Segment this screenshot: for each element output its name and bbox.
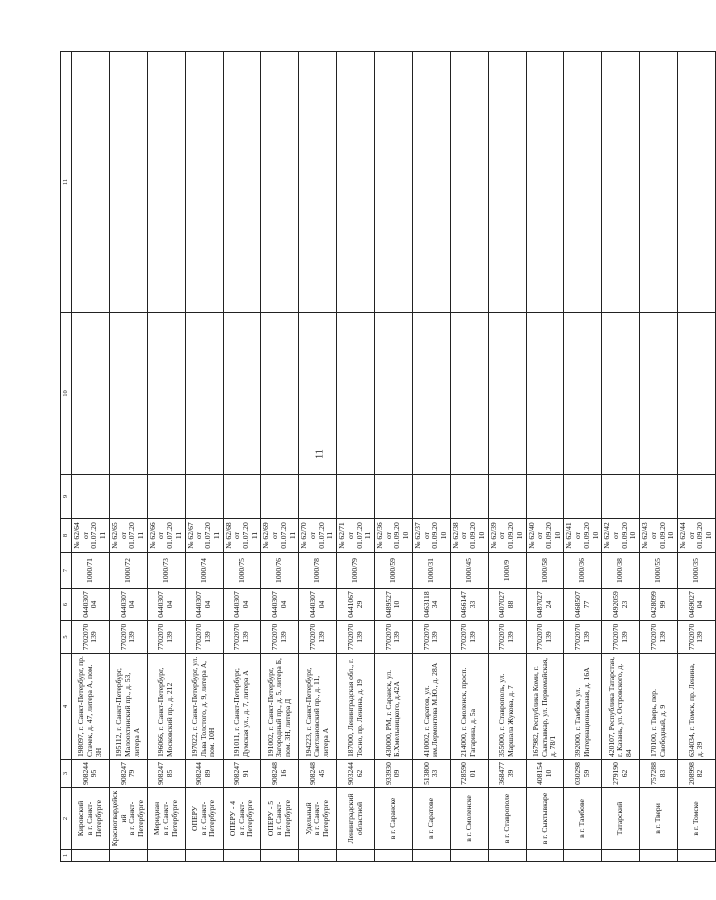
row-index-cell <box>488 850 526 862</box>
okpo-cell: 40815410 <box>526 760 564 788</box>
inn-cell: 7702070139 <box>564 621 602 654</box>
column-header: 10 <box>61 313 72 475</box>
empty-cell <box>678 52 716 313</box>
code-cell: 1000/36 <box>564 553 602 589</box>
code-cell: 1000/35 <box>678 553 716 589</box>
empty-cell <box>337 313 375 475</box>
okpo-cell: 93393009 <box>375 760 413 788</box>
inn-cell: 7702070139 <box>147 621 185 654</box>
empty-cell <box>526 52 564 313</box>
okpo-cell: 90824791 <box>223 760 261 788</box>
row-index-cell <box>602 850 640 862</box>
empty-cell <box>526 313 564 475</box>
okpo-cell: 90824845 <box>299 760 337 788</box>
row-index-cell <box>640 850 678 862</box>
document-cell: № 62/40 от 01.09.2010 <box>526 519 564 553</box>
address-cell: 430000, РМ, г. Саранск, ул. Б.Хмельницкого, д.42А <box>375 654 413 760</box>
bik-cell: 044030704 <box>261 589 299 621</box>
table-row <box>526 52 564 862</box>
column-header: 7 <box>61 553 72 589</box>
branch-name-cell: Татарский <box>602 788 640 850</box>
document-cell: № 62/67 от 01.07.2011 <box>185 519 223 553</box>
branch-name-cell: ОПЕРУ - 4 в г. Санкт-Петербурге <box>223 788 261 850</box>
code-cell: 1000/78 <box>299 553 337 589</box>
branch-name-cell: в г. Смоленске <box>450 788 488 850</box>
empty-cell <box>261 52 299 313</box>
address-cell: 187000, Ленинградская обл., г. Тосно, пр. Ленина, д. 19 <box>337 654 375 760</box>
document-cell: № 62/70 от 01.07.2011 <box>299 519 337 553</box>
inn-cell: 7702070139 <box>299 621 337 654</box>
table-row <box>375 52 413 862</box>
address-cell: 355000, г. Ставрополь, ул. Маршала Жукова, д. 7 <box>488 654 526 760</box>
okpo-cell: 51380033 <box>412 760 450 788</box>
empty-cell <box>261 475 299 519</box>
empty-cell <box>375 313 413 475</box>
okpo-cell: 72859001 <box>450 760 488 788</box>
inn-cell: 7702070139 <box>602 621 640 654</box>
branch-name-cell: ОПЕРУ - 5 в г. Санкт-Петербурге <box>261 788 299 850</box>
empty-cell <box>678 475 716 519</box>
empty-cell <box>185 313 223 475</box>
inn-cell: 7702070139 <box>412 621 450 654</box>
address-cell: 196066, г. Санкт-Петербург, Московский пр., д. 212 <box>147 654 185 760</box>
empty-cell <box>375 475 413 519</box>
empty-cell <box>109 313 147 475</box>
empty-cell <box>564 475 602 519</box>
branch-name-cell: Меридиан в г. Санкт-Петербурге <box>147 788 185 850</box>
address-cell: 195112, г. Санкт-Петербург, Малоохтинский пр., д. 53, литера А <box>109 654 147 760</box>
code-cell: 1000/31 <box>412 553 450 589</box>
empty-cell <box>678 313 716 475</box>
code-cell: 1000/74 <box>185 553 223 589</box>
table-row <box>185 52 223 862</box>
document-cell: № 62/65 от 01.07.2011 <box>109 519 147 553</box>
empty-cell <box>640 313 678 475</box>
branch-name-cell: в г. Твери <box>640 788 678 850</box>
okpo-cell: 90824779 <box>109 760 147 788</box>
empty-cell <box>147 313 185 475</box>
bik-cell: 044030704 <box>109 589 147 621</box>
branch-name-cell: в г. Сыктывкаре <box>526 788 564 850</box>
empty-cell <box>375 52 413 313</box>
okpo-cell: 03029859 <box>564 760 602 788</box>
empty-cell <box>602 313 640 475</box>
row-index-cell <box>450 850 488 862</box>
inn-cell: 7702070139 <box>375 621 413 654</box>
document-cell: № 62/41 от 01.09.2010 <box>564 519 602 553</box>
empty-cell <box>299 313 337 475</box>
branch-name-cell: в г. Саранске <box>375 788 413 850</box>
inn-cell: 7702070139 <box>261 621 299 654</box>
table-row <box>72 52 110 862</box>
empty-cell <box>450 475 488 519</box>
empty-cell <box>185 475 223 519</box>
document-cell: № 62/64 от 01.07.2011 <box>72 519 110 553</box>
empty-cell <box>337 52 375 313</box>
empty-cell <box>72 475 110 519</box>
code-cell: 1000/73 <box>147 553 185 589</box>
empty-cell <box>72 52 110 313</box>
row-index-cell <box>261 850 299 862</box>
table-row <box>109 52 147 862</box>
document-cell: № 62/37 от 01.09.2010 <box>412 519 450 553</box>
code-cell: 1000/9 <box>488 553 526 589</box>
okpo-cell: 90824489 <box>185 760 223 788</box>
branch-name-cell: ОПЕРУ в г. Санкт-Петербурге <box>185 788 223 850</box>
empty-cell <box>412 313 450 475</box>
code-cell: 1000/55 <box>640 553 678 589</box>
bik-cell: 040702788 <box>488 589 526 621</box>
table-row <box>564 52 602 862</box>
inn-cell: 7702070139 <box>72 621 110 654</box>
code-cell: 1000/71 <box>72 553 110 589</box>
row-index-cell <box>564 850 602 862</box>
code-cell: 1000/59 <box>375 553 413 589</box>
table-row <box>488 52 526 862</box>
empty-cell <box>412 475 450 519</box>
branch-name-cell: Удельный в г. Санкт-Петербурге <box>299 788 337 850</box>
inn-cell: 7702070139 <box>185 621 223 654</box>
column-header: 11 <box>61 52 72 313</box>
row-index-cell <box>526 850 564 862</box>
document-cell: № 62/39 от 01.09.2010 <box>488 519 526 553</box>
address-cell: 170100, г. Тверь, пер. Свободный, д. 9 <box>640 654 678 760</box>
row-index-cell <box>299 850 337 862</box>
okpo-cell: 27919062 <box>602 760 640 788</box>
table-row <box>412 52 450 862</box>
inn-cell: 7702070139 <box>109 621 147 654</box>
bik-cell: 044030704 <box>72 589 110 621</box>
row-index-cell <box>147 850 185 862</box>
column-header: 4 <box>61 654 72 760</box>
branch-name-cell: Красногвардейский в г. Санкт-Петербурге <box>109 788 147 850</box>
column-header: 5 <box>61 621 72 654</box>
table-row <box>602 52 640 862</box>
inn-cell: 7702070139 <box>337 621 375 654</box>
empty-cell <box>488 52 526 313</box>
document-cell: № 62/44 от 01.09.2010 <box>678 519 716 553</box>
empty-cell <box>147 475 185 519</box>
empty-cell <box>412 52 450 313</box>
okpo-cell: 90824495 <box>72 760 110 788</box>
empty-cell <box>526 475 564 519</box>
table-row <box>678 52 716 862</box>
row-index-cell <box>185 850 223 862</box>
empty-cell <box>109 52 147 313</box>
empty-cell <box>488 475 526 519</box>
bik-cell: 046902704 <box>678 589 716 621</box>
branch-name-cell: Кировский в г. Санкт-Петербурге <box>72 788 110 850</box>
code-cell: 1000/79 <box>337 553 375 589</box>
code-cell: 1000/76 <box>261 553 299 589</box>
empty-cell <box>109 475 147 519</box>
empty-cell <box>223 52 261 313</box>
row-index-cell <box>337 850 375 862</box>
document-cell: № 62/42 от 01.09.2010 <box>602 519 640 553</box>
empty-cell <box>602 475 640 519</box>
address-cell: 410002, г. Саратов, ул. им.Лермонтова М.Ю., д. 28А <box>412 654 450 760</box>
bik-cell: 046614733 <box>450 589 488 621</box>
bik-cell: 044030704 <box>299 589 337 621</box>
empty-cell <box>564 313 602 475</box>
empty-cell <box>299 475 337 519</box>
inn-cell: 7702070139 <box>488 621 526 654</box>
address-cell: 214000, г. Смоленск, просп. Гагарина, д. 5а <box>450 654 488 760</box>
inn-cell: 7702070139 <box>450 621 488 654</box>
address-cell: 167982, Республика Коми, г. Сыктывкар, ул. Первомайская, д. 78/1 <box>526 654 564 760</box>
row-index-cell <box>412 850 450 862</box>
bik-cell: 042809999 <box>640 589 678 621</box>
okpo-cell: 36847739 <box>488 760 526 788</box>
table-row <box>450 52 488 862</box>
empty-cell <box>602 52 640 313</box>
column-header: 1 <box>61 850 72 862</box>
inn-cell: 7702070139 <box>526 621 564 654</box>
inn-cell: 7702070139 <box>640 621 678 654</box>
column-header: 6 <box>61 589 72 621</box>
branch-name-cell: Ленинградский областной <box>337 788 375 850</box>
empty-cell <box>299 52 337 313</box>
empty-cell <box>185 52 223 313</box>
code-cell: 1000/58 <box>526 553 564 589</box>
column-header: 9 <box>61 475 72 519</box>
okpo-cell: 90824816 <box>261 760 299 788</box>
inn-cell: 7702070139 <box>678 621 716 654</box>
okpo-cell: 90324462 <box>337 760 375 788</box>
address-cell: 191011, г. Санкт-Петербург, Думская ул., д. 7, литера А <box>223 654 261 760</box>
bik-cell: 044106729 <box>337 589 375 621</box>
branch-table <box>60 51 716 862</box>
empty-cell <box>337 475 375 519</box>
empty-cell <box>72 313 110 475</box>
bik-cell: 049205923 <box>602 589 640 621</box>
bik-cell: 048702724 <box>526 589 564 621</box>
page-number: 11 <box>314 449 326 459</box>
okpo-cell: 75728883 <box>640 760 678 788</box>
table-row <box>147 52 185 862</box>
empty-cell <box>564 52 602 313</box>
row-index-cell <box>109 850 147 862</box>
rotated-table-container <box>60 52 714 862</box>
address-cell: 420107, Республика Татарстан, г. Казань, ул. Островского, д. 84 <box>602 654 640 760</box>
document-cell: № 62/69 от 01.07.2011 <box>261 519 299 553</box>
address-cell: 197022, г. Санкт-Петербург, ул. Льва Толстого, д. 9, литера А, пом. 10Н <box>185 654 223 760</box>
column-header: 2 <box>61 788 72 850</box>
empty-cell <box>223 475 261 519</box>
document-cell: № 62/43 от 01.09.2010 <box>640 519 678 553</box>
branch-name-cell: в г. Томске <box>678 788 716 850</box>
document-cell: № 62/38 от 01.09.2010 <box>450 519 488 553</box>
document-cell: № 62/36 от 01.09.2010 <box>375 519 413 553</box>
bik-cell: 048952710 <box>375 589 413 621</box>
column-header: 8 <box>61 519 72 553</box>
bik-cell: 044030704 <box>147 589 185 621</box>
branch-name-cell: в г. Саратове <box>412 788 450 850</box>
table-row <box>299 52 337 862</box>
header-row <box>61 52 72 862</box>
bik-cell: 044030704 <box>223 589 261 621</box>
address-cell: 198097, г. Санкт-Петербург, пр. Стачек, д. 47, литера А, пом. 3Н <box>72 654 110 760</box>
row-index-cell <box>678 850 716 862</box>
table-row <box>261 52 299 862</box>
column-header: 3 <box>61 760 72 788</box>
code-cell: 1000/38 <box>602 553 640 589</box>
empty-cell <box>488 313 526 475</box>
address-cell: 392000, г. Тамбов, ул. Интернациональная, д. 16А <box>564 654 602 760</box>
row-index-cell <box>223 850 261 862</box>
document-cell: № 62/71 от 01.07.2011 <box>337 519 375 553</box>
table-body <box>72 52 716 862</box>
okpo-cell: 20899882 <box>678 760 716 788</box>
code-cell: 1000/45 <box>450 553 488 589</box>
document-cell: № 62/66 от 01.07.2011 <box>147 519 185 553</box>
code-cell: 1000/75 <box>223 553 261 589</box>
table-row <box>223 52 261 862</box>
empty-cell <box>640 52 678 313</box>
empty-cell <box>223 313 261 475</box>
okpo-cell: 90824785 <box>147 760 185 788</box>
address-cell: 634034, г. Томск, пр. Ленина, д. 39 <box>678 654 716 760</box>
branch-name-cell: в г. Ставрополе <box>488 788 526 850</box>
address-cell: 194223, г. Санкт-Петербург, Светлановский пр., д. 11, литера А <box>299 654 337 760</box>
empty-cell <box>450 313 488 475</box>
address-cell: 191002, г. Санкт-Петербург, Загородный пр., д. 5, литера Б, пом. 3Н, литера Д <box>261 654 299 760</box>
empty-cell <box>261 313 299 475</box>
empty-cell <box>450 52 488 313</box>
bik-cell: 046850777 <box>564 589 602 621</box>
table-row <box>337 52 375 862</box>
row-index-cell <box>375 850 413 862</box>
table-row <box>640 52 678 862</box>
bik-cell: 046311834 <box>412 589 450 621</box>
row-index-cell <box>72 850 110 862</box>
empty-cell <box>640 475 678 519</box>
document-cell: № 62/68 от 01.07.2011 <box>223 519 261 553</box>
branch-name-cell: в г. Тамбове <box>564 788 602 850</box>
bik-cell: 044030704 <box>185 589 223 621</box>
inn-cell: 7702070139 <box>223 621 261 654</box>
empty-cell <box>147 52 185 313</box>
code-cell: 1000/72 <box>109 553 147 589</box>
